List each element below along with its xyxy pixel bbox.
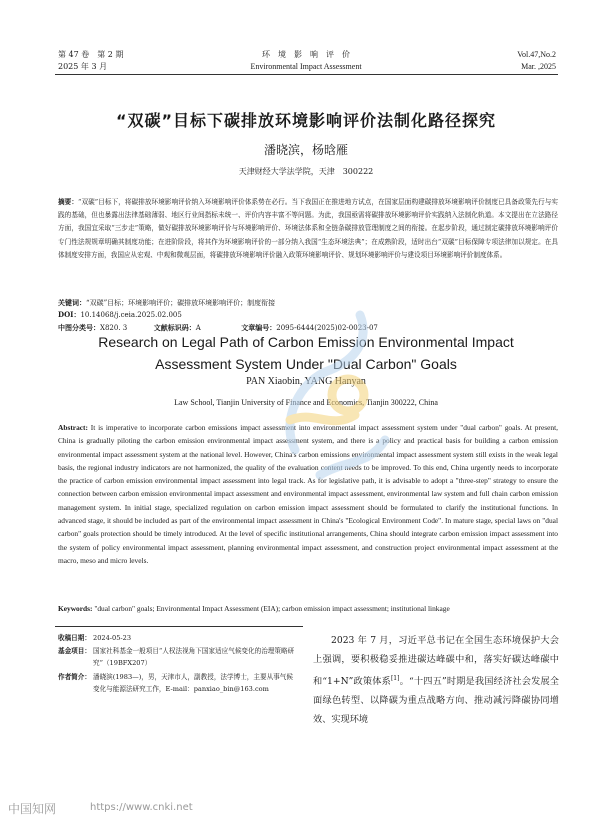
footnote-received: [58, 632, 298, 644]
paper-title-en-line1: Research on Legal Path of Carbon Emission Environmental Impact: [98, 334, 514, 350]
received-label: 收稿日期：: [58, 634, 91, 642]
article-label: 文章编号：: [241, 323, 277, 332]
abstract-en: [58, 421, 558, 567]
paper-title-cn: “双碳”目标下碳排放环境影响评价法制化路径探究: [115, 111, 497, 130]
clc-label: 中图分类号：: [58, 323, 100, 332]
paper-title-en-line2: Assessment System Under "Dual Carbon" Goals: [155, 356, 457, 372]
journal-name-en: Environmental Impact Assessment: [250, 62, 362, 71]
abstract-en-label: Abstract:: [58, 423, 88, 432]
keywords-en: [58, 603, 558, 615]
abstract-cn-label: 摘要：: [58, 198, 78, 206]
doi-label: DOI：: [58, 310, 81, 319]
journal-volume: 第 47 卷 第 2 期: [58, 50, 124, 59]
abstract-en-text: It is imperative to incorporate carbon emissions impact assessment into environmental impact assessment system under "dual carbon" goals. At present, China is gradually piloting the carbon emission environmental impact assessment system, and there is a policy and practical basis for building a carbon emission environmental impact assessment system at the national level. However, China's carbon emissions environmental impact assessment system still exists in the weak legal basis, the regional industry indicators are not harmonized, the quality of the evaluation content needs to be improved. To this end, China urgently needs to incorporate the practice of carbon emission environmental impact assessment into legal track. As for legislative path, it is advisable to adopt a "three-step" strategy to ensure the connection between carbon emission environmental impact assessment and environmental impact assessment, environmental law system and full chain carbon emission management system. In initial stage, specialized regulation on carbon emission impact assessment should be formulated to clarify the institutional functions. In advanced stage, it should be included as part of the environmental impact assessment in China's "Ecological Environment Code". In mature stage, special laws on "dual carbon" goals protection should be timely introduced. At the level of specific institutional arrangements, China should integrate carbon emission impact assessment into the system of policy environmental impact assessment, planning environmental impact assessment, and construction project environmental impact assessment at the macro, meso and micro levels.: [58, 423, 558, 565]
journal-date-en: Mar. ,2025: [521, 62, 556, 71]
footnote-fund: [58, 645, 298, 669]
keywords-cn-label: 关键词：: [58, 298, 86, 307]
code-label: 文献标识码：: [153, 323, 196, 332]
fund-text: 国家社科基金一般项目“人权法视角下国家适应气候变化的治理策略研究”（19BFX207）: [93, 647, 295, 667]
keywords-en-label: Keywords:: [58, 604, 93, 613]
abstract-cn: [58, 196, 558, 262]
footnote-rule: [55, 626, 303, 627]
footnote-author: [58, 671, 298, 695]
affiliation-en: Law School, Tianjin University of Finance and Economics, Tianjin 300222, China: [174, 398, 438, 407]
header-rule: [55, 74, 558, 75]
author-bio-text: 潘晓滨(1983—)，男，天津市人，副教授，法学博士，主要从事气候变化与能源法研究工作，E-mail：panxiao_bin@163.com: [93, 673, 293, 693]
authors-cn: 潘晓滨，杨晗雁: [263, 143, 348, 157]
abstract-cn-text: “双碳”目标下，将碳排放环境影响评价纳入环境影响评价体系势在必行。当下我国正在推进地方试点，在国家层面构建碳排放环境影响评价制度已具备政策先行与实践的基础，但也暴露出法律基础薄弱、地区行业间指标未统一、评价内容丰富不等问题。为此，我国亟需将碳排放环境影响评价实践纳入法制化轨道。本文提出在立法路径方面，我国宜采取“三步走”策略，做好碳排放环境影响评价与环境影响评价、环境法体系和全链条碳排放管理制度之间的衔接。在起步阶段，通过制定碳排放环境影响评价专门性法规规章明确其制度功能；在进阶阶段，将其作为环境影响评价的一部分纳入我国“生态环境法典”；在成熟阶段，适时出台“双碳”目标保障专项法律加以规定。在具体制度安排方面，我国应从宏观、中观和微观层面，将碳排放环境影响评价融入政策环境影响评价、规划环境影响评价与建设项目环境影响评价制度体系。: [58, 198, 558, 259]
article-value: 2095-6444(2025)02-0023-07: [276, 324, 378, 332]
cnki-brand: 中国知网: [8, 802, 57, 816]
doi: [58, 309, 558, 321]
paper-title-en: [40, 331, 572, 375]
journal-name-cn: 环 境 影 响 评 价: [262, 50, 350, 59]
code-value: A: [195, 324, 201, 332]
received-text: 2024-05-23: [93, 634, 132, 642]
fund-label: 基金项目：: [58, 647, 91, 655]
clc-value: X820. 3: [100, 324, 128, 332]
journal-vol-en: Vol.47,No.2: [517, 50, 556, 59]
body-text-1: 2023 年 7 月，习近平总书记在全国生态环境保护大会上强调，要积极稳妥推进碳达峰碳中和，落实好碳达峰碳中和“1+N”政策体系: [313, 635, 559, 688]
citation-1[interactable]: [1]: [390, 675, 400, 682]
journal-date: 2025 年 3 月: [58, 62, 108, 71]
doi-link[interactable]: 10.14068/j.ceia.2025.02.005: [80, 311, 182, 319]
authors-en: PAN Xiaobin, YANG Hanyan: [246, 376, 366, 387]
author-bio-label: 作者简介：: [58, 673, 91, 681]
cnki-url[interactable]: https://www.cnki.net: [90, 802, 193, 813]
keywords-en-text: "dual carbon" goals; Environmental Impact Assessment (EIA); carbon emission impact assessment; institutional linkage: [92, 604, 450, 613]
keywords-cn-text: “双碳”目标；环境影响评价；碳排放环境影响评价；制度衔接: [86, 299, 276, 307]
affiliation-cn: 天津财经大学法学院，天津 300222: [238, 167, 374, 176]
body-paragraph: [313, 631, 559, 729]
body-text-2: 。“十四五”时期是我国经济社会发展全面绿色转型、以降碳为重点战略方向、推动减污降碳协同增效、实现环境: [313, 676, 559, 726]
keywords-cn: [58, 297, 558, 309]
